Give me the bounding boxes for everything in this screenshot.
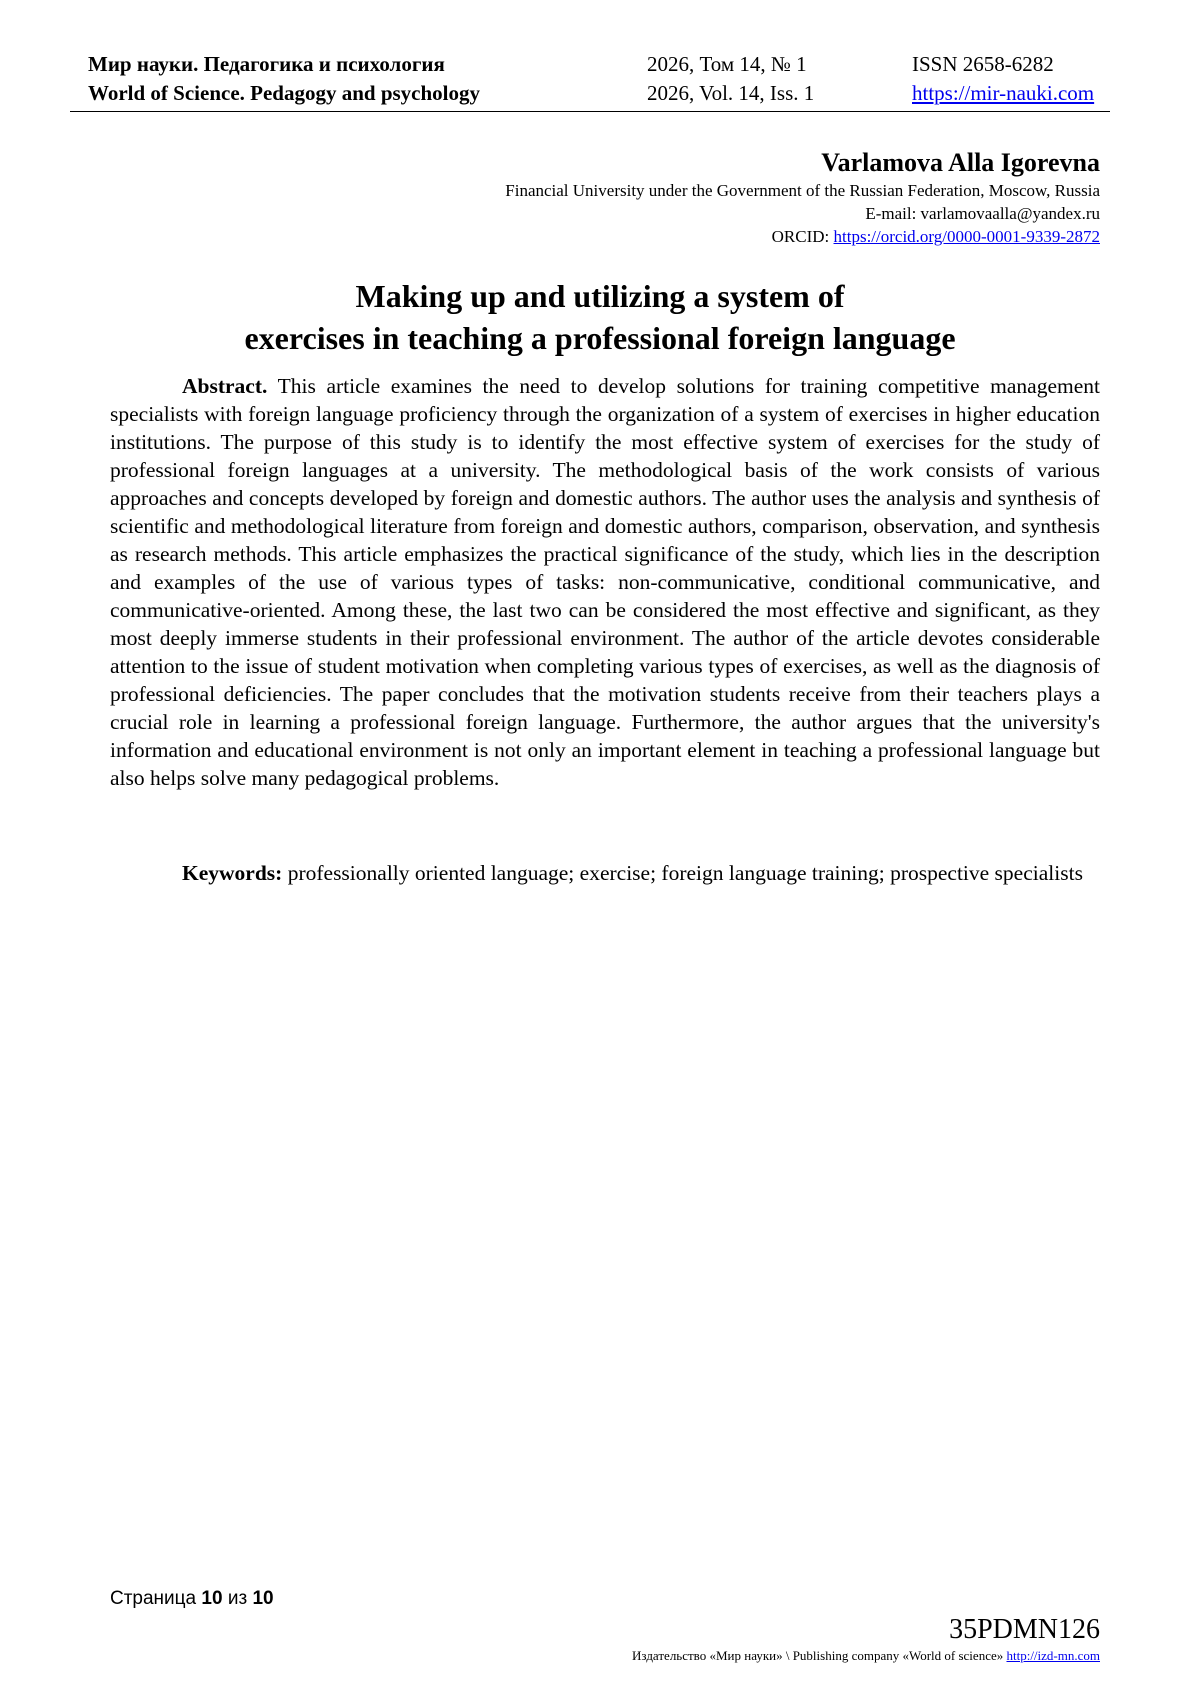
author-block	[505, 147, 1100, 248]
article-code: 35PDMN126	[949, 1614, 1100, 1645]
title-line-1: Making up and utilizing a system of	[355, 278, 845, 314]
author-name: Varlamova Alla Igorevna	[821, 148, 1100, 177]
issue-block	[647, 50, 814, 108]
issue-en: 2026, Vol. 14, Iss. 1	[647, 81, 815, 105]
journal-title-ru: Мир науки. Педагогика и психология	[88, 52, 445, 76]
journal-site-link[interactable]: https://mir-nauki.com	[912, 81, 1095, 105]
abstract-text: This article examines the need to develop solutions for training competitive management specialists with foreign language proficiency through the organization of a system of exercises in higher education institutions. The purpose of this study is to identify the most effective system of exercises for the study of professional foreign languages at a university. The methodological basis of the work consists of various approaches and concepts developed by foreign and domestic authors. The author uses the analysis and synthesis of scientific and methodological literature from foreign and domestic authors, comparison, observation, and synthesis as research methods. This article emphasizes the practical significance of the study, which lies in the description and examples of the use of various types of tasks: non-communicative, conditional communicative, and communicative-oriented. Among these, the last two can be considered the most effective and significant, as they most deeply immerse students in their professional environment. The author of the article devotes considerable attention to the issue of student motivation when completing various types of exercises, as well as the diagnosis of professional deficiencies. The paper concludes that the motivation students receive from their teachers plays a crucial role in learning a professional foreign language. Furthermore, the author argues that the university's information and educational environment is not only an important element in teaching a professional language but also helps solve many pedagogical problems.	[110, 374, 1100, 790]
keywords	[110, 859, 1100, 887]
publisher-text: Издательство «Мир науки» \ Publishing company «World of science»	[632, 1648, 1007, 1663]
orcid-link[interactable]: https://orcid.org/0000-0001-9339-2872	[833, 227, 1100, 246]
email-label: E-mail:	[865, 204, 921, 223]
author-affiliation: Financial University under the Government of the Russian Federation, Moscow, Russia	[505, 181, 1100, 200]
article-title	[100, 275, 1100, 359]
author-orcid	[505, 225, 1100, 248]
journal-title-en: World of Science. Pedagogy and psychology	[88, 81, 481, 105]
page-sep: из	[222, 1588, 253, 1609]
publisher-link[interactable]: http://izd-mn.com	[1006, 1648, 1100, 1663]
orcid-label: ORCID:	[771, 227, 834, 246]
abstract	[110, 372, 1100, 792]
abstract-label: Abstract.	[182, 374, 268, 398]
keywords-label: Keywords:	[182, 861, 283, 885]
page-prefix: Страница	[110, 1588, 202, 1609]
issn: ISSN 2658-6282	[912, 52, 1054, 76]
author-email	[505, 202, 1100, 225]
issn-block	[912, 50, 1094, 108]
page-number	[110, 1588, 274, 1610]
keywords-text: professionally oriented language; exercise; foreign language training; prospective specialists	[287, 861, 1083, 885]
journal-title-block	[88, 50, 480, 108]
page-total: 10	[252, 1588, 274, 1609]
email-address: varlamovaalla@yandex.ru	[920, 204, 1100, 223]
page-current: 10	[201, 1588, 223, 1609]
issue-ru: 2026, Том 14, № 1	[647, 52, 807, 76]
publisher-line	[632, 1648, 1100, 1664]
header-divider	[70, 111, 1110, 112]
title-line-2: exercises in teaching a professional foreign language	[244, 320, 956, 356]
